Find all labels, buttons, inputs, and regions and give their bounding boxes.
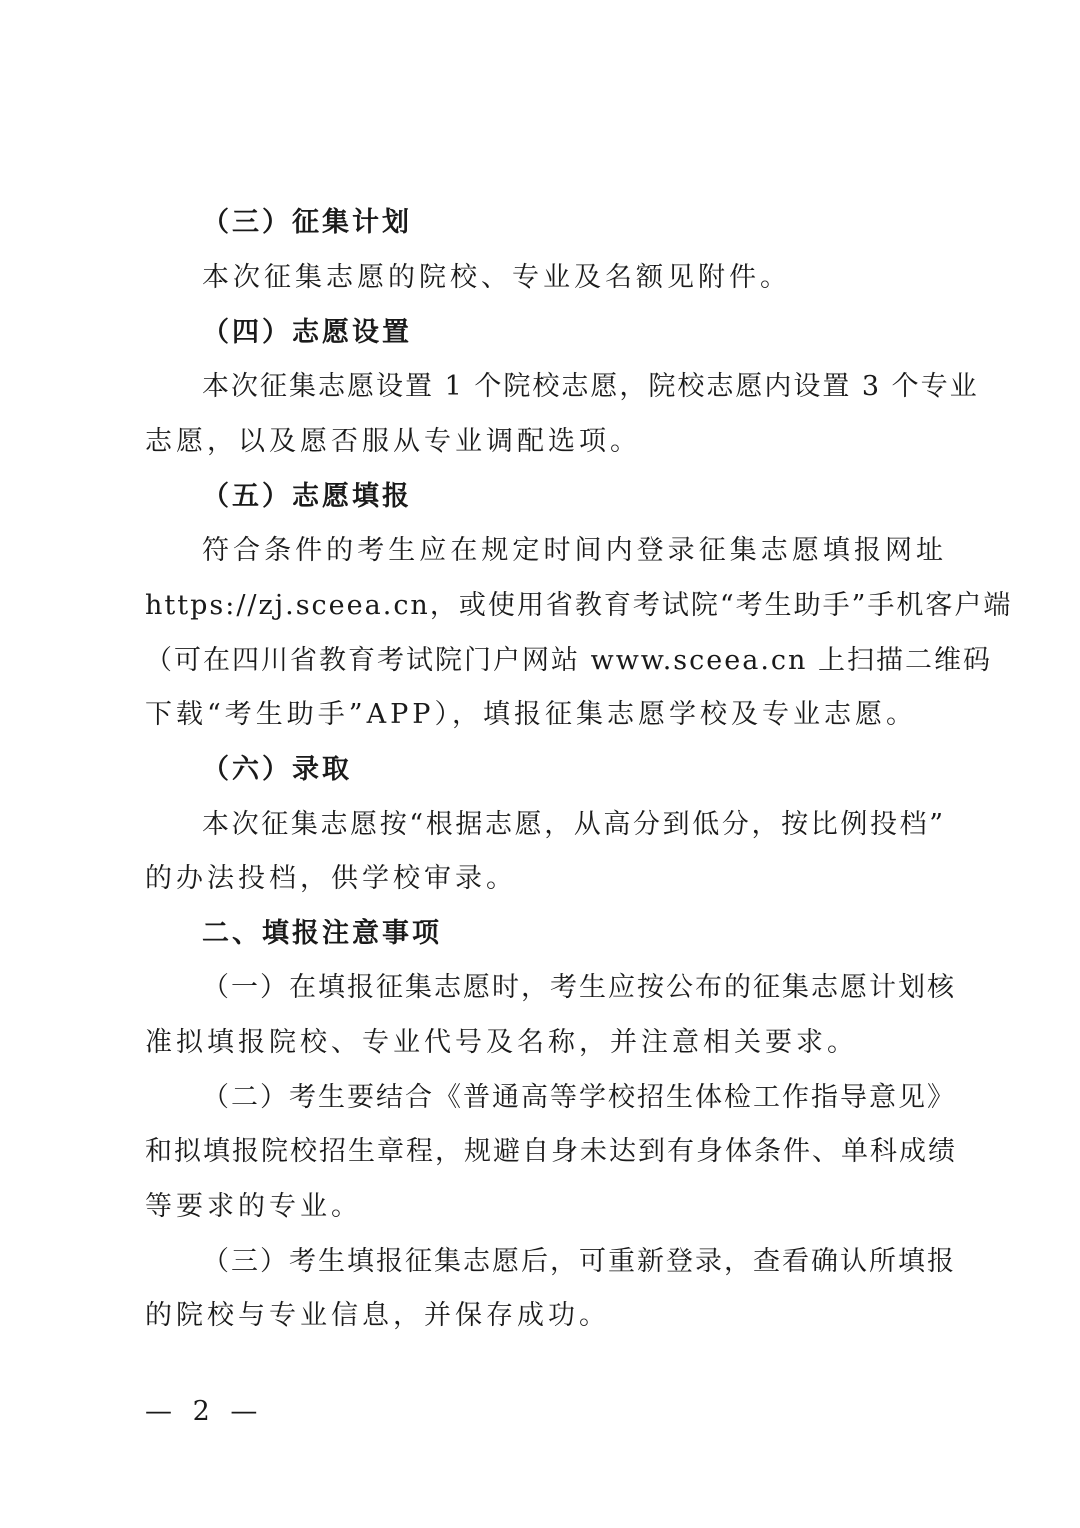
paragraph-line: https://zj.sceea.cn，或使用省教育考试院“考生助手”手机客户端 <box>145 590 1013 621</box>
section-heading-notes: 二、填报注意事项 <box>202 918 442 949</box>
paragraph-line: 的办法投档，供学校审录。 <box>145 863 517 894</box>
paragraph-line: 本次征集志愿按“根据志愿，从高分到低分，按比例投档” <box>202 809 945 840</box>
paragraph-line: 本次征集志愿的院校、专业及名额见附件。 <box>202 262 791 293</box>
paragraph-line: 符合条件的考生应在规定时间内登录征集志愿填报网址 <box>202 535 945 566</box>
paragraph-line: （一）在填报征集志愿时，考生应按公布的征集志愿计划核 <box>202 972 956 1003</box>
paragraph-line: 等要求的专业。 <box>145 1191 362 1222</box>
paragraph-line: 本次征集志愿设置 1 个院校志愿，院校志愿内设置 3 个专业 <box>202 371 979 402</box>
paragraph-line: （二）考生要结合《普通高等学校招生体检工作指导意见》 <box>202 1082 956 1113</box>
page-number: — 2 — <box>145 1396 264 1427</box>
paragraph-line: 和拟填报院校招生章程，规避自身未达到有身体条件、单科成绩 <box>145 1136 957 1167</box>
paragraph-line: 准拟填报院校、专业代号及名称，并注意相关要求。 <box>145 1027 858 1058</box>
paragraph-line: （三）考生填报征集志愿后，可重新登录，查看确认所填报 <box>202 1246 956 1277</box>
section-heading-collection-plan: （三）征集计划 <box>202 207 412 238</box>
section-heading-admission: （六）录取 <box>202 754 352 785</box>
section-heading-volunteer-setting: （四）志愿设置 <box>202 317 412 348</box>
paragraph-line: 志愿，以及愿否服从专业调配选项。 <box>145 426 641 457</box>
paragraph-line: 的院校与专业信息，并保存成功。 <box>145 1300 610 1331</box>
section-heading-volunteer-filling: （五）志愿填报 <box>202 481 412 512</box>
paragraph-line: （可在四川省教育考试院门户网站 www.sceea.cn 上扫描二维码 <box>145 645 993 676</box>
paragraph-line: 下载“考生助手”APP），填报征集志愿学校及专业志愿。 <box>145 699 917 730</box>
